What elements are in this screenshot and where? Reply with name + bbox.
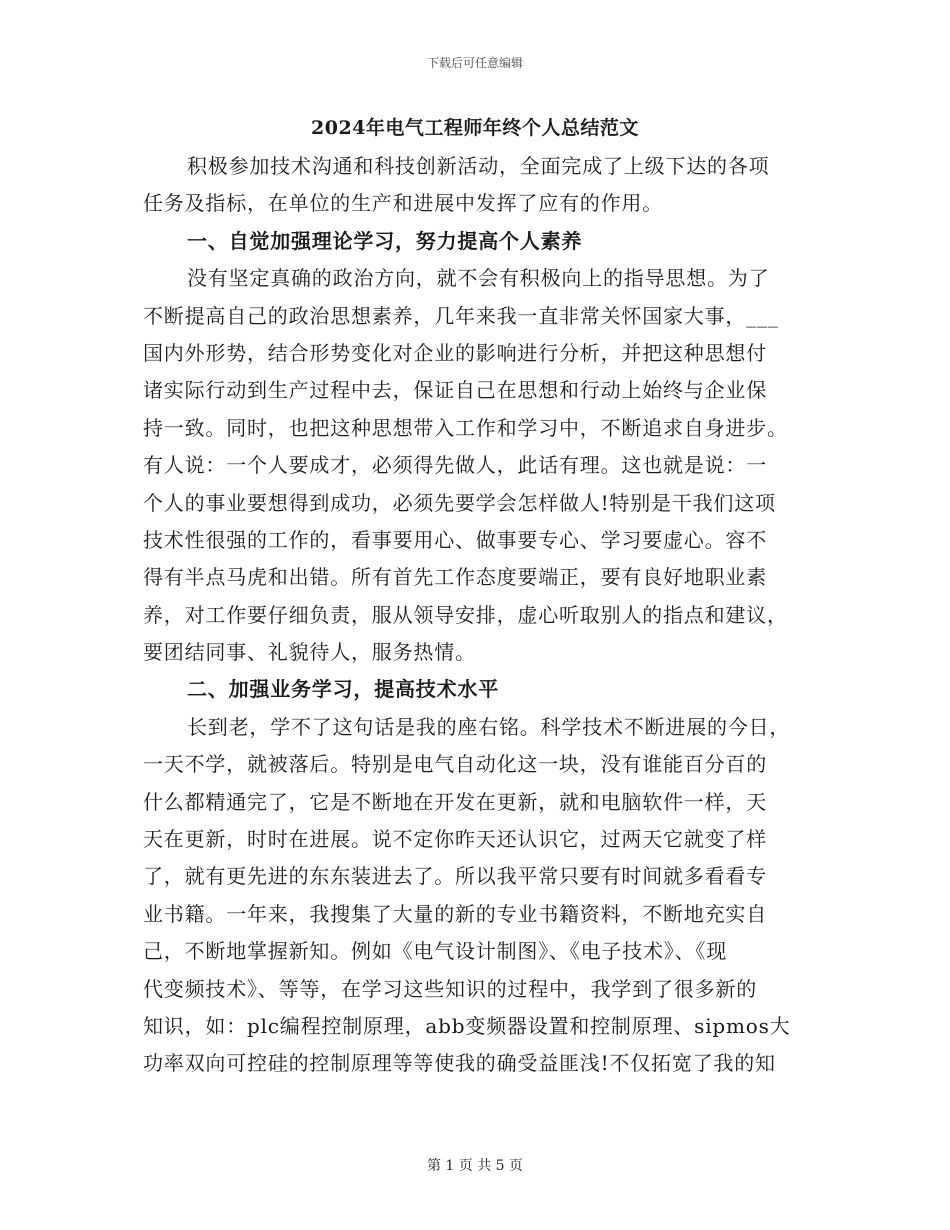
- paragraph-line: 业书籍。一年来，我搜集了大量的新的专业书籍资料，不断地充实自: [143, 901, 767, 926]
- paragraph-line: 国内外形势，结合形势变化对企业的影响进行分析，并把这种思想付: [143, 340, 767, 365]
- paragraph-line: 知识，如：plc编程控制原理，abb变频器设置和控制原理、sipmos大: [143, 1013, 791, 1038]
- paragraph-line: 一天不学，就被落后。特别是电气自动化这一块，没有谁能百分百的: [143, 752, 767, 777]
- paragraph-line: 功率双向可控硅的控制原理等等使我的确受益匪浅!不仅拓宽了我的知: [143, 1051, 776, 1076]
- paragraph-line: 技术性很强的工作的，看事要用心、做事要专心、学习要虚心。容不: [143, 527, 767, 552]
- paragraph-line: 任务及指标，在单位的生产和进展中发挥了应有的作用。: [143, 191, 663, 216]
- paragraph-line: 没有坚定真确的政治方向，就不会有积极向上的指导思想。为了: [187, 266, 770, 291]
- page-number-footer: 第 1 页 共 5 页: [426, 1158, 524, 1174]
- section-heading: 一、自觉加强理论学习，努力提高个人素养: [187, 228, 583, 253]
- header-note: 下载后可任意编辑: [426, 56, 523, 70]
- paragraph-line: 要团结同事、礼貌待人，服务热情。: [143, 640, 476, 665]
- paragraph-line: 持一致。同时，也把这种思想带入工作和学习中，不断追求自身进步。: [143, 415, 788, 440]
- paragraph-line: 得有半点马虎和出错。所有首先工作态度要端正，要有良好地职业素: [143, 565, 767, 590]
- paragraph-line: 有人说：一个人要成才，必须得先做人，此话有理。这也就是说：一: [143, 453, 767, 478]
- section-heading: 二、加强业务学习，提高技术水平: [187, 677, 499, 702]
- paragraph-line: 积极参加技术沟通和科技创新活动，全面完成了上级下达的各项: [187, 154, 770, 178]
- paragraph-line: 代变频技术》、等等，在学习这些知识的过程中，我学到了很多新的: [143, 976, 757, 1001]
- paragraph-line: 不断提高自己的政治思想素养，几年来我一直非常关怀国家大事，___: [143, 303, 779, 328]
- paragraph-line: 个人的事业要想得到成功，必须先要学会怎样做人!特别是干我们这项: [143, 490, 776, 515]
- paragraph-line: 养，对工作要仔细负责，服从领导安排，虚心听取别人的指点和建议，: [143, 602, 788, 627]
- paragraph-line: 什么都精通完了，它是不断地在开发在更新，就和电脑软件一样，天: [143, 789, 767, 814]
- paragraph-line: 长到老，学不了这句话是我的座右铭。科学技术不断进展的今日，: [187, 714, 791, 739]
- document-title: 2024年电气工程师年终个人总结范文: [311, 117, 639, 139]
- document-body: [143, 148, 811, 1083]
- paragraph-line: 天在更新，时时在进展。说不定你昨天还认识它，过两天它就变了样: [143, 827, 767, 852]
- paragraph-line: 己，不断地掌握新知。例如《电气设计制图》、《电子技术》、《现: [143, 939, 727, 964]
- paragraph-line: 诸实际行动到生产过程中去，保证自己在思想和行动上始终与企业保: [143, 378, 767, 403]
- paragraph-line: 了，就有更先进的东东装进去了。所以我平常只要有时间就多看看专: [143, 864, 767, 889]
